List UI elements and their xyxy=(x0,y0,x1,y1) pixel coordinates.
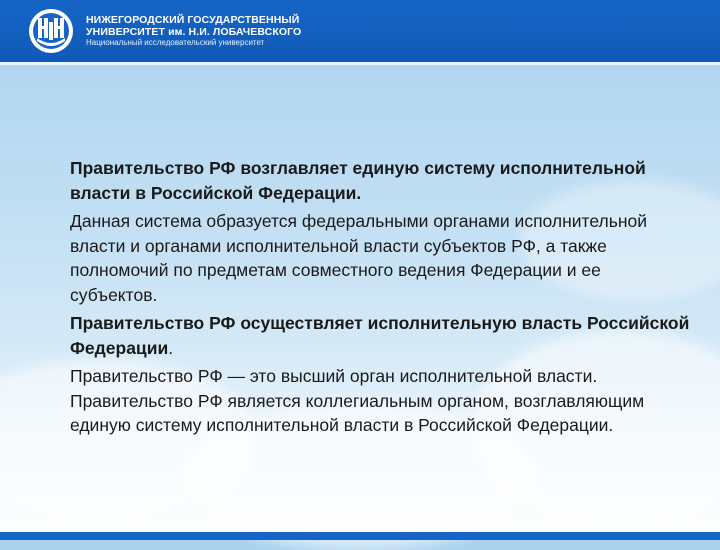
paragraph-3 xyxy=(70,311,690,360)
header-divider xyxy=(0,62,720,65)
logo-title-line1: НИЖЕГОРОДСКИЙ ГОСУДАРСТВЕННЫЙ xyxy=(86,14,300,26)
logo-subtitle: Национальный исследовательский университет xyxy=(86,38,265,47)
slide-body-text xyxy=(70,156,690,438)
logo-title-line2: УНИВЕРСИТЕТ им. Н.И. ЛОБАЧЕВСКОГО xyxy=(86,26,302,38)
paragraph-4: Правительство РФ — это высший орган исполнительной власти. Правительство РФ является коллегиальным органом, возглавляющим единую систему исполнительной власти в Российской Федерации. xyxy=(70,366,645,435)
footer-bar xyxy=(0,532,720,540)
logo-text xyxy=(86,14,301,48)
paragraph-1: Правительство РФ возглавляет единую систему исполнительной власти в Российской Федерации. xyxy=(70,158,646,203)
header-bar xyxy=(0,0,720,62)
paragraph-3-tail: . xyxy=(168,337,174,358)
university-logo-icon xyxy=(28,8,74,54)
paragraph-2: Данная система образуется федеральными органами исполнительной власти и органами исполнительной власти субъектов РФ, а также полномочий по предметам совместного ведения Федерации и ее субъектов. xyxy=(70,211,648,305)
paragraph-3-bold: Правительство РФ осуществляет исполнительную власть Российской Федерации xyxy=(70,313,690,358)
